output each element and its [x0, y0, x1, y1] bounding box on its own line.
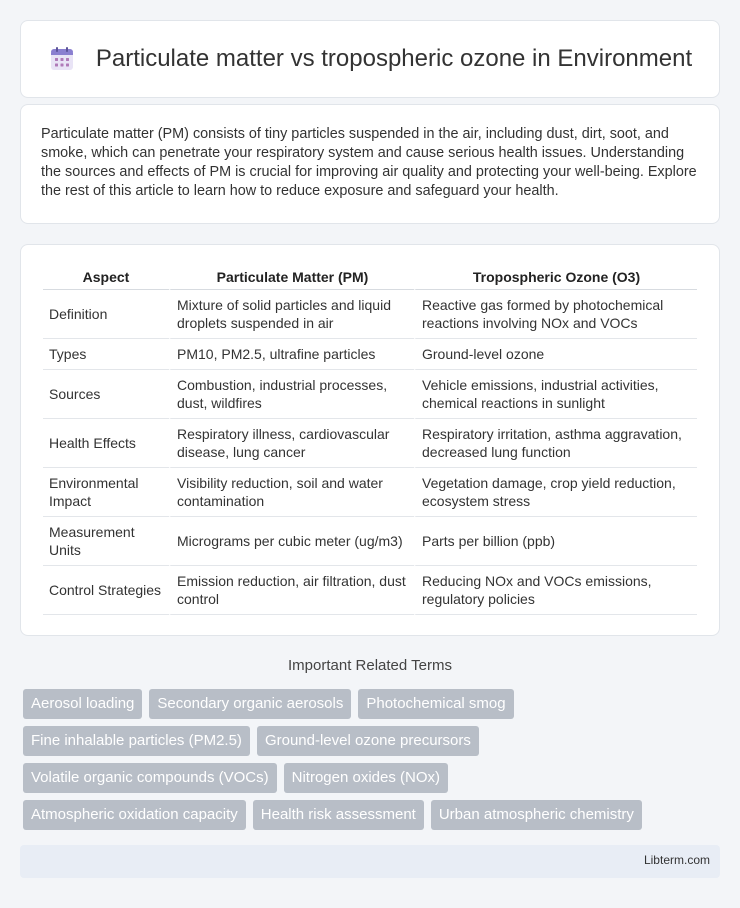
- table-cell: Vehicle emissions, industrial activities, chemical reactions in sunlight: [414, 370, 697, 419]
- header-card: [20, 20, 720, 98]
- table-row: [43, 370, 697, 419]
- table-cell: Ground-level ozone: [414, 339, 697, 370]
- table-cell: Sources: [43, 370, 169, 419]
- table-row: [43, 517, 697, 566]
- table-header-row: [43, 265, 697, 290]
- table-cell: Combustion, industrial processes, dust, wildfires: [169, 370, 414, 419]
- table-cell: Health Effects: [43, 419, 169, 468]
- related-term-tag[interactable]: Photochemical smog: [358, 689, 513, 719]
- related-term-tag[interactable]: Volatile organic compounds (VOCs): [23, 763, 277, 793]
- footer-site-link[interactable]: Libterm.com: [643, 853, 710, 867]
- table-cell: Control Strategies: [43, 566, 169, 615]
- table-cell: Mixture of solid particles and liquid droplets suspended in air: [169, 290, 414, 339]
- related-term-tag[interactable]: Urban atmospheric chemistry: [431, 800, 642, 830]
- table-cell: PM10, PM2.5, ultrafine particles: [169, 339, 414, 370]
- table-row: [43, 468, 697, 517]
- related-term-tag[interactable]: Nitrogen oxides (NOx): [284, 763, 448, 793]
- table-cell: Definition: [43, 290, 169, 339]
- calendar-grid-icon: [48, 45, 76, 73]
- related-terms-title: Important Related Terms: [288, 657, 452, 674]
- comparison-table: [43, 265, 697, 615]
- related-term-tag[interactable]: Fine inhalable particles (PM2.5): [23, 726, 250, 756]
- table-cell: Visibility reduction, soil and water contamination: [169, 468, 414, 517]
- table-cell: Environmental Impact: [43, 468, 169, 517]
- related-terms-tags: [23, 689, 723, 837]
- related-term-tag[interactable]: Ground-level ozone precursors: [257, 726, 479, 756]
- table-cell: Types: [43, 339, 169, 370]
- column-header: Particulate Matter (PM): [169, 265, 414, 290]
- table-cell: Respiratory irritation, asthma aggravation, decreased lung function: [414, 419, 697, 468]
- intro-text: Particulate matter (PM) consists of tiny particles suspended in the air, including dust, dirt, soot, and smoke, which can penetrate your respiratory system and cause serious health issues. Understanding the sources and effects of PM is crucial for improving air quality and protecting your well-being. Explore the rest of this article to learn how to reduce exposure and safeguard your health.: [41, 126, 697, 199]
- table-cell: Vegetation damage, crop yield reduction, ecosystem stress: [414, 468, 697, 517]
- footer: [20, 845, 720, 878]
- related-term-tag[interactable]: Atmospheric oxidation capacity: [23, 800, 246, 830]
- table-cell: Measurement Units: [43, 517, 169, 566]
- table-cell: Reducing NOx and VOCs emissions, regulatory policies: [414, 566, 697, 615]
- related-term-tag[interactable]: Health risk assessment: [253, 800, 424, 830]
- table-cell: Emission reduction, air filtration, dust control: [169, 566, 414, 615]
- table-cell: Micrograms per cubic meter (ug/m3): [169, 517, 414, 566]
- table-cell: Parts per billion (ppb): [414, 517, 697, 566]
- table-row: [43, 419, 697, 468]
- column-header: Tropospheric Ozone (O3): [414, 265, 697, 290]
- table-cell: Respiratory illness, cardiovascular disease, lung cancer: [169, 419, 414, 468]
- intro-card: [20, 104, 720, 224]
- table-row: [43, 566, 697, 615]
- table-row: [43, 339, 697, 370]
- column-header: Aspect: [43, 265, 169, 290]
- page-title: Particulate matter vs tropospheric ozone in Environment: [95, 45, 693, 72]
- table-cell: Reactive gas formed by photochemical reactions involving NOx and VOCs: [414, 290, 697, 339]
- table-row: [43, 290, 697, 339]
- related-term-tag[interactable]: Aerosol loading: [23, 689, 142, 719]
- comparison-table-card: [20, 244, 720, 636]
- related-term-tag[interactable]: Secondary organic aerosols: [149, 689, 351, 719]
